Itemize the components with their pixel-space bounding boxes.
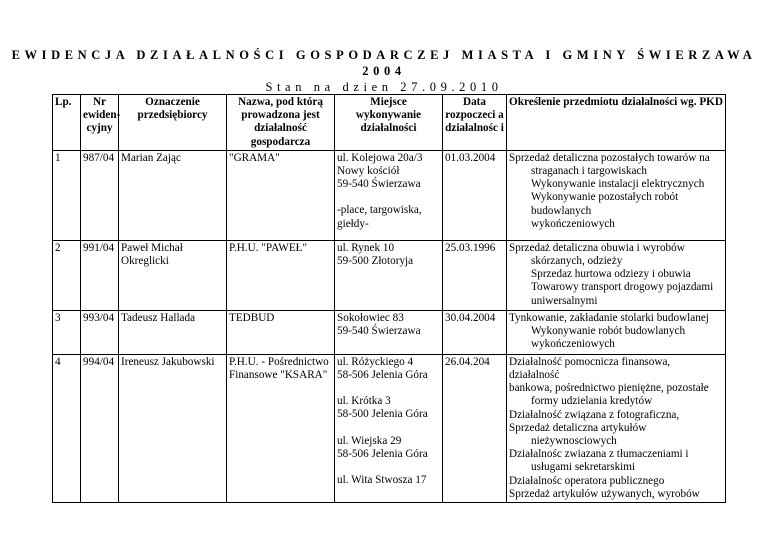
pkd-line: Sprzedaż artykułów używanych, wyrobów (509, 487, 700, 500)
address-line: ul. Wita Stwosza 17 (337, 474, 427, 487)
cell-nr: 987/04 (81, 150, 119, 240)
cell-name: Paweł Michał Okreglicki (119, 240, 227, 310)
table-header-row (53, 95, 726, 151)
pkd-line: nieżywnosciowych (531, 435, 617, 448)
pkd-line: wykończeniowych (531, 338, 615, 351)
cell-address (335, 240, 443, 310)
pkd-line: straganach i targowiskach (531, 165, 647, 178)
cell-business: "GRAMA" (227, 150, 335, 240)
cell-name: Marian Zając (119, 150, 227, 240)
header-data: Data rozpoczeci a działalnośc i (443, 95, 507, 151)
cell-business: P.H.U. - Pośrednictwo Finansowe "KSARA" (227, 354, 335, 502)
address-line: -place, targowiska, (337, 204, 422, 217)
table-row (53, 150, 726, 240)
pkd-line: Działalność pomocnicza finansowa, działalność (509, 355, 671, 382)
address-line: Sokołowiec 83 (337, 311, 404, 324)
pkd-line: Wykonywanie robót budowlanych (531, 325, 686, 338)
pkd-line: Działalnośc operatora publicznego (509, 474, 665, 487)
document-title: EWIDENCJA DZIAŁALNOŚCI GOSPODARCZEJ MIASTA I GMINY ŚWIERZAWA (11, 48, 757, 62)
pkd-line: formy udzielania kredytów (531, 395, 653, 408)
address-line: giełdy- (337, 217, 369, 230)
cell-business: TEDBUD (227, 310, 335, 354)
pkd-line: Wykonywanie instalacji elektrycznych (531, 178, 705, 191)
registry-table (52, 94, 726, 503)
cell-name: Ireneusz Jakubowski (119, 354, 227, 502)
cell-nr: 993/04 (81, 310, 119, 354)
address-line: ul. Różyckiego 4 (337, 355, 414, 368)
pkd-line: Sprzedaż detaliczna artykułów (509, 421, 647, 434)
table-row (53, 354, 726, 502)
pkd-line: Sprzedaż detaliczna obuwia i wyrobów (509, 241, 685, 254)
cell-lp: 4 (53, 354, 81, 502)
address-line: 58-506 Jelenia Góra (337, 369, 428, 382)
header-pkd: Określenie przedmiotu działalności wg. PKD (507, 95, 726, 151)
cell-lp: 3 (53, 310, 81, 354)
header-nazwa: Nazwa, pod którą prowadzona jest działalność gospodarcza (227, 95, 335, 151)
table-row (53, 310, 726, 354)
address-line: ul. Kolejowa 20a/3 (337, 151, 423, 164)
pkd-line: uniwersalnymi (531, 294, 598, 307)
cell-date: 01.03.2004 (443, 150, 507, 240)
header-lp: Lp. (53, 95, 81, 151)
pkd-line: Działalność związana z fotograficzna, (509, 408, 680, 421)
pkd-line: bankowa, pośrednictwo pieniężne, pozostałe (509, 382, 709, 395)
cell-pkd (507, 240, 726, 310)
cell-address (335, 150, 443, 240)
cell-pkd (507, 354, 726, 502)
address-line: ul. Krótka 3 (337, 395, 391, 408)
cell-address (335, 310, 443, 354)
pkd-line: usługami sekretarskimi (531, 461, 636, 474)
address-line: 59-540 Świerzawa (337, 325, 421, 338)
cell-address (335, 354, 443, 502)
document-year: 2004 (362, 64, 406, 78)
cell-lp: 1 (53, 150, 81, 240)
pkd-line: Działalnośc zwiazana z tłumaczeniami i (509, 448, 689, 461)
address-line: ul. Wiejska 29 (337, 434, 402, 447)
cell-pkd (507, 150, 726, 240)
pkd-line: wykończeniowych (531, 217, 615, 230)
cell-lp: 2 (53, 240, 81, 310)
pkd-line: Wykonywanie pozostałych robót budowlanych (531, 191, 679, 217)
cell-date: 26.04.204 (443, 354, 507, 502)
header-nr: Nr ewiden-cyjny (81, 95, 119, 151)
address-line: ul. Rynek 10 (337, 241, 395, 254)
pkd-line: skórzanych, odzieży (531, 255, 623, 268)
cell-date: 25.03.1996 (443, 240, 507, 310)
address-line: 58-506 Jelenia Góra (337, 447, 428, 460)
pkd-line: Towarowy transport drogowy pojazdami (531, 281, 714, 294)
header-oznaczenie: Oznaczenie przedsiębiorcy (119, 95, 227, 151)
address-line: 59-540 Świerzawa (337, 178, 421, 191)
cell-nr: 991/04 (81, 240, 119, 310)
status-date: Stan na dzien 27.09.2010 (265, 80, 503, 94)
cell-nr: 994/04 (81, 354, 119, 502)
address-line: Nowy kościół (337, 165, 400, 178)
cell-name: Tadeusz Hallada (119, 310, 227, 354)
pkd-line: Sprzedaz hurtowa odziezy i obuwia (531, 268, 691, 281)
table-row (53, 240, 726, 310)
cell-pkd (507, 310, 726, 354)
cell-date: 30.04.2004 (443, 310, 507, 354)
pkd-line: Tynkowanie, zakładanie stolarki budowlanej (509, 311, 709, 324)
address-line: 59-500 Złotoryja (337, 255, 414, 268)
pkd-line: Sprzedaż detaliczna pozostałych towarów na (509, 151, 710, 164)
header-miejsce: Miejsce wykonywanie działalności (335, 95, 443, 151)
cell-business: P.H.U. "PAWEŁ" (227, 240, 335, 310)
address-line: 58-500 Jelenia Góra (337, 408, 428, 421)
